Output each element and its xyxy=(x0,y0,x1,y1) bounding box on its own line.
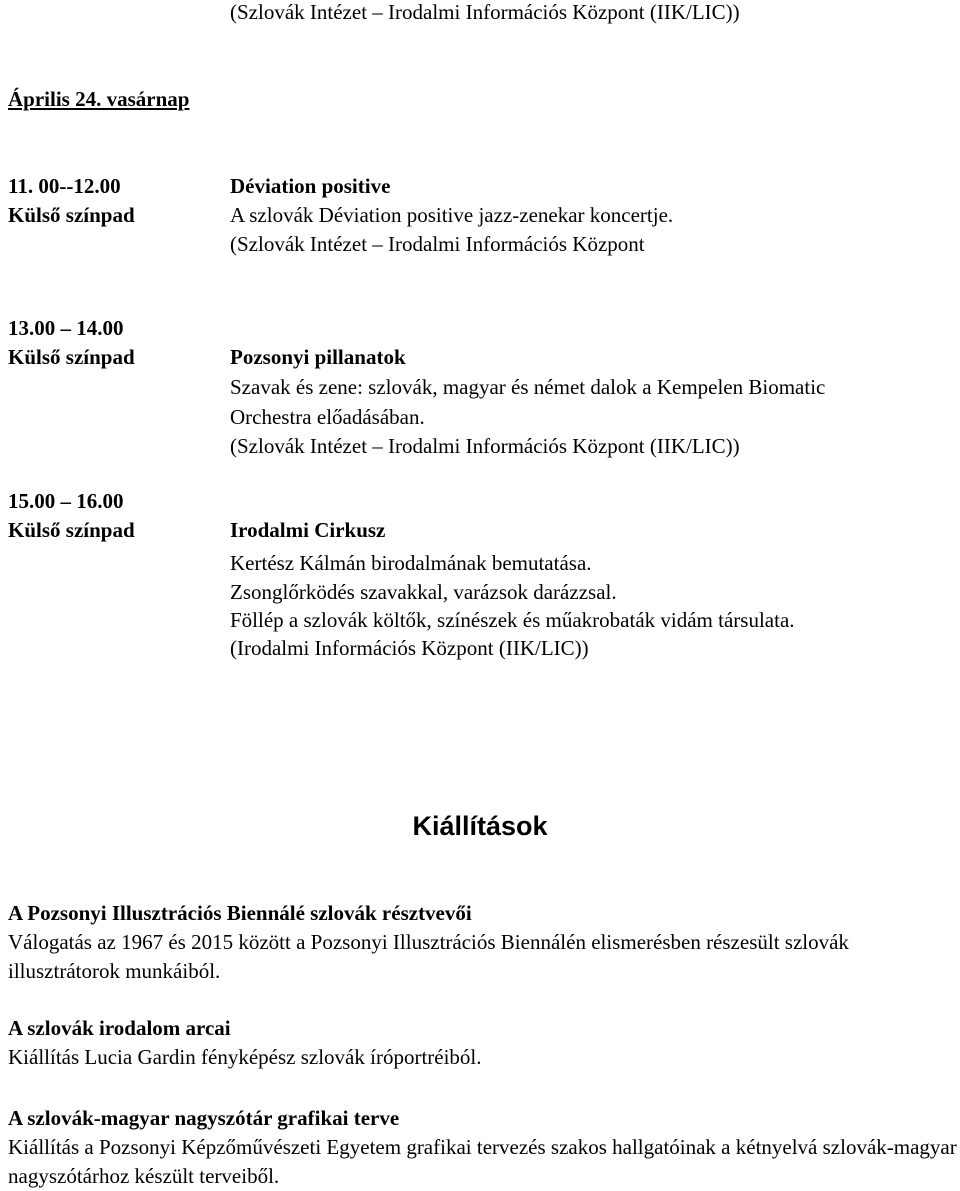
top-organizer-line: (Szlovák Intézet – Irodalmi Információs Központ (IIK/LIC)) xyxy=(230,0,740,24)
event-venue: Külső színpad xyxy=(8,203,135,227)
exhibition-desc: Válogatás az 1967 és 2015 között a Pozsonyi Illusztrációs Biennálén elismerésben részesült szlovák illusztrátorok munkáiból. xyxy=(8,930,849,983)
event-time: 15.00 – 16.00 xyxy=(8,489,124,513)
event-desc-line: Föllép a szlovák költők, színészek és műakrobaták vidám társulata. xyxy=(230,608,795,632)
event-desc-line: Orchestra előadásában. xyxy=(230,405,425,429)
event-desc-line: Szavak és zene: szlovák, magyar és német dalok a Kempelen Biomatic xyxy=(230,375,826,399)
exhibition-desc: Kiállítás Lucia Gardin fényképész szlovák íróportréiból. xyxy=(8,1045,482,1069)
event-title: Déviation positive xyxy=(230,174,391,198)
event-time: 11. 00--12.00 xyxy=(8,174,121,198)
event-desc-line: A szlovák Déviation positive jazz-zenekar koncertje. xyxy=(230,203,674,227)
exhibition-title: A szlovák-magyar nagyszótár grafikai terve xyxy=(8,1106,400,1130)
exhibition-title: A szlovák irodalom arcai xyxy=(8,1016,231,1040)
event-venue: Külső színpad xyxy=(8,345,135,369)
event-time: 13.00 – 14.00 xyxy=(8,316,124,340)
event-desc-line: (Irodalmi Információs Központ (IIK/LIC)) xyxy=(230,636,589,660)
event-desc-line: Zsonglőrködés szavakkal, varázsok darázzsal. xyxy=(230,580,617,604)
event-title: Irodalmi Cirkusz xyxy=(230,518,386,542)
exhibition-title: A Pozsonyi Illusztrációs Biennálé szlovák résztvevői xyxy=(8,901,472,925)
event-venue: Külső színpad xyxy=(8,518,135,542)
event-desc-line: Kertész Kálmán birodalmának bemutatása. xyxy=(230,551,592,575)
exhibitions-heading: Kiállítások xyxy=(412,811,548,841)
event-desc-line: (Szlovák Intézet – Irodalmi Információs Központ xyxy=(230,232,645,256)
exhibition-desc: Kiállítás a Pozsonyi Képzőművészeti Egyetem grafikai tervezés szakos hallgatóinak a kétnyelvá szlovák-magyar nagyszótárhoz készült terveiből. xyxy=(8,1135,957,1188)
date-heading: Április 24. vasárnap xyxy=(8,87,190,111)
event-title: Pozsonyi pillanatok xyxy=(230,345,406,369)
event-desc-line: (Szlovák Intézet – Irodalmi Információs Központ (IIK/LIC)) xyxy=(230,434,740,458)
